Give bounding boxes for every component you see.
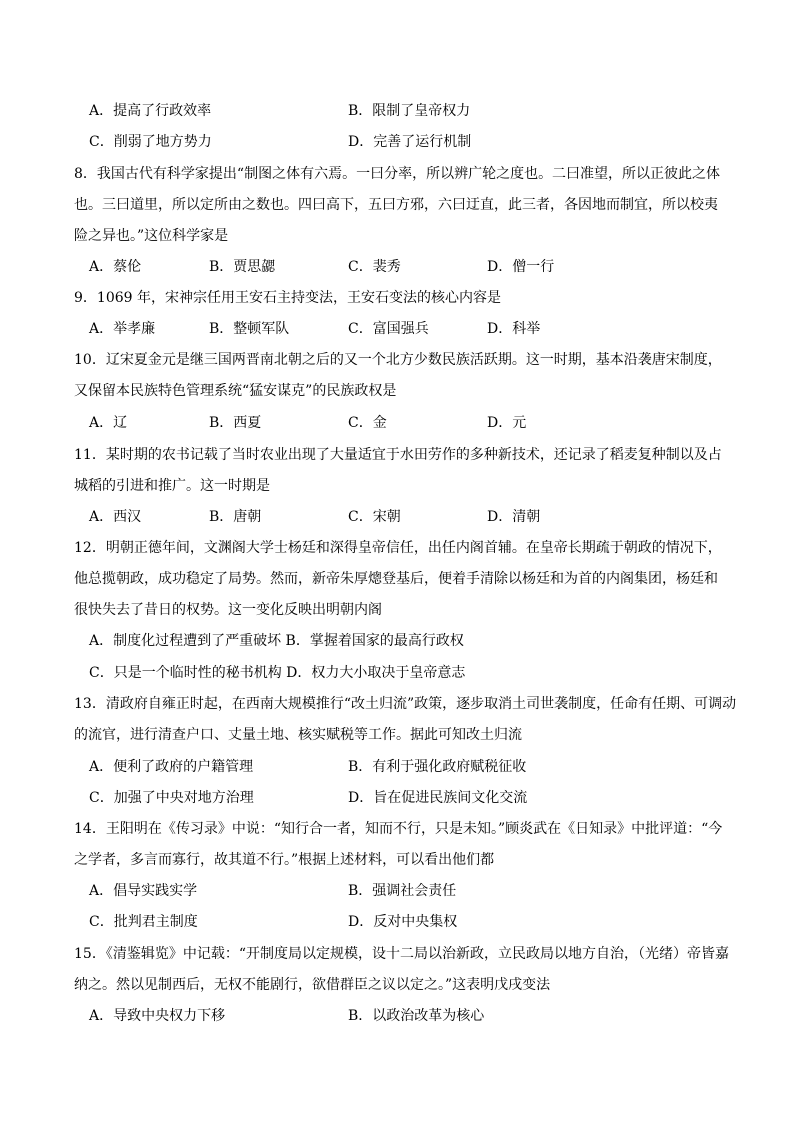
q7-option-d[interactable]: D．完善了运行机制 <box>348 134 472 150</box>
q8-option-a[interactable]: A．蔡伦 <box>89 259 142 275</box>
q15-stem-line-1: 15．《清鉴辑览》中记载：“开制度局以定规模，设十二局以治新政，立民政局以地方自治，（光绪）帝皆嘉 <box>74 946 729 962</box>
q9-stem-line-1: 9．1069 年，宋神宗任用王安石主持变法，王安石变法的核心内容是 <box>74 290 501 306</box>
q10-stem-line-2: 又保留本民族特色管理系统“猛安谋克”的民族政权是 <box>74 383 397 399</box>
q12-options-cd[interactable]: C．只是一个临时性的秘书机构 D．权力大小取决于皇帝意志 <box>89 665 466 681</box>
q13-stem-line-2: 的流官，进行清查户口、丈量土地、核实赋税等工作。据此可知改土归流 <box>74 727 522 743</box>
q7-option-b[interactable]: B．限制了皇帝权力 <box>348 103 471 119</box>
q11-stem-line-2: 城稻的引进和推广。这一时期是 <box>74 478 270 494</box>
q10-stem-line-1: 10．辽宋夏金元是继三国两晋南北朝之后的又一个北方少数民族活跃期。这一时期，基本沿袭唐宋制度， <box>74 352 722 368</box>
q12-stem-line-3: 很快失去了昔日的权势。这一变化反映出明朝内阁 <box>74 602 382 618</box>
q15-option-b[interactable]: B．以政治改革为核心 <box>348 1008 485 1024</box>
q8-option-b[interactable]: B．贾思勰 <box>209 259 276 275</box>
q12-stem-line-1: 12．明朝正德年间，文渊阁大学士杨廷和深得皇帝信任，出任内阁首辅。在皇帝长期疏于朝政的情况下， <box>74 540 722 556</box>
q15-option-a[interactable]: A．导致中央权力下移 <box>89 1008 226 1024</box>
q9-option-a[interactable]: A．举孝廉 <box>89 321 156 337</box>
q14-option-d[interactable]: D．反对中央集权 <box>348 914 458 930</box>
q14-option-b[interactable]: B．强调社会责任 <box>348 883 457 899</box>
q10-option-c[interactable]: C．金 <box>348 415 387 431</box>
q14-option-c[interactable]: C．批判君主制度 <box>89 914 198 930</box>
q9-option-d[interactable]: D．科举 <box>487 321 541 337</box>
q13-option-d[interactable]: D．旨在促进民族间文化交流 <box>348 790 528 806</box>
q9-option-b[interactable]: B．整顿军队 <box>209 321 290 337</box>
q15-stem-line-2: 纳之。然以见制西后，无权不能剧行，欲借群臣之议以定之。”这表明戊戌变法 <box>74 977 551 993</box>
q13-stem-line-1: 13．清政府自雍正时起，在西南大规模推行“改土归流”政策，逐步取消土司世袭制度，任命有任期、可调动 <box>74 696 737 712</box>
q11-option-d[interactable]: D．清朝 <box>487 509 541 525</box>
q12-stem-line-2: 他总揽朝政，成功稳定了局势。然而，新帝朱厚熜登基后，便着手清除以杨廷和为首的内阁集团，杨廷和 <box>74 571 718 587</box>
q14-option-a[interactable]: A．倡导实践实学 <box>89 883 198 899</box>
q13-option-b[interactable]: B．有利于强化政府赋税征收 <box>348 759 527 775</box>
q14-stem-line-2: 之学者，多言而寡行，故其道不行。”根据上述材料，可以看出他们都 <box>74 852 495 868</box>
q12-options-ab[interactable]: A．制度化过程遭到了严重破坏 B．掌握着国家的最高行政权 <box>89 633 464 649</box>
q11-option-a[interactable]: A．西汉 <box>89 509 142 525</box>
q14-stem-line-1: 14．王阳明在《传习录》中说：“知行合一者，知而不行，只是未知。”顾炎武在《日知录》中批评道：“今 <box>74 821 723 837</box>
q8-stem-line-1: 8．我国古代有科学家提出“制图之体有六焉。一曰分率，所以辨广轮之度也。二曰准望，所以正彼此之体 <box>74 166 721 182</box>
q8-stem-line-3: 险之异也。”这位科学家是 <box>74 228 229 244</box>
q13-option-c[interactable]: C．加强了中央对地方治理 <box>89 790 254 806</box>
q10-option-d[interactable]: D．元 <box>487 415 527 431</box>
q8-option-c[interactable]: C．裴秀 <box>348 259 401 275</box>
q11-option-b[interactable]: B．唐朝 <box>209 509 262 525</box>
q13-option-a[interactable]: A．便利了政府的户籍管理 <box>89 759 254 775</box>
q7-option-a[interactable]: A．提高了行政效率 <box>89 103 212 119</box>
q11-stem-line-1: 11．某时期的农书记载了当时农业出现了大量适宜于水田劳作的多种新技术，还记录了稻麦复种制以及占 <box>74 447 722 463</box>
q10-option-a[interactable]: A．辽 <box>89 415 128 431</box>
q9-option-c[interactable]: C．富国强兵 <box>348 321 429 337</box>
q10-option-b[interactable]: B．西夏 <box>209 415 262 431</box>
q8-stem-line-2: 也。三曰道里，所以定所由之数也。四曰高下，五曰方邪，六曰迂直，此三者，各因地而制宜，所以校夷 <box>74 197 718 213</box>
q11-option-c[interactable]: C．宋朝 <box>348 509 401 525</box>
q8-option-d[interactable]: D．僧一行 <box>487 259 555 275</box>
q7-option-c[interactable]: C．削弱了地方势力 <box>89 134 212 150</box>
